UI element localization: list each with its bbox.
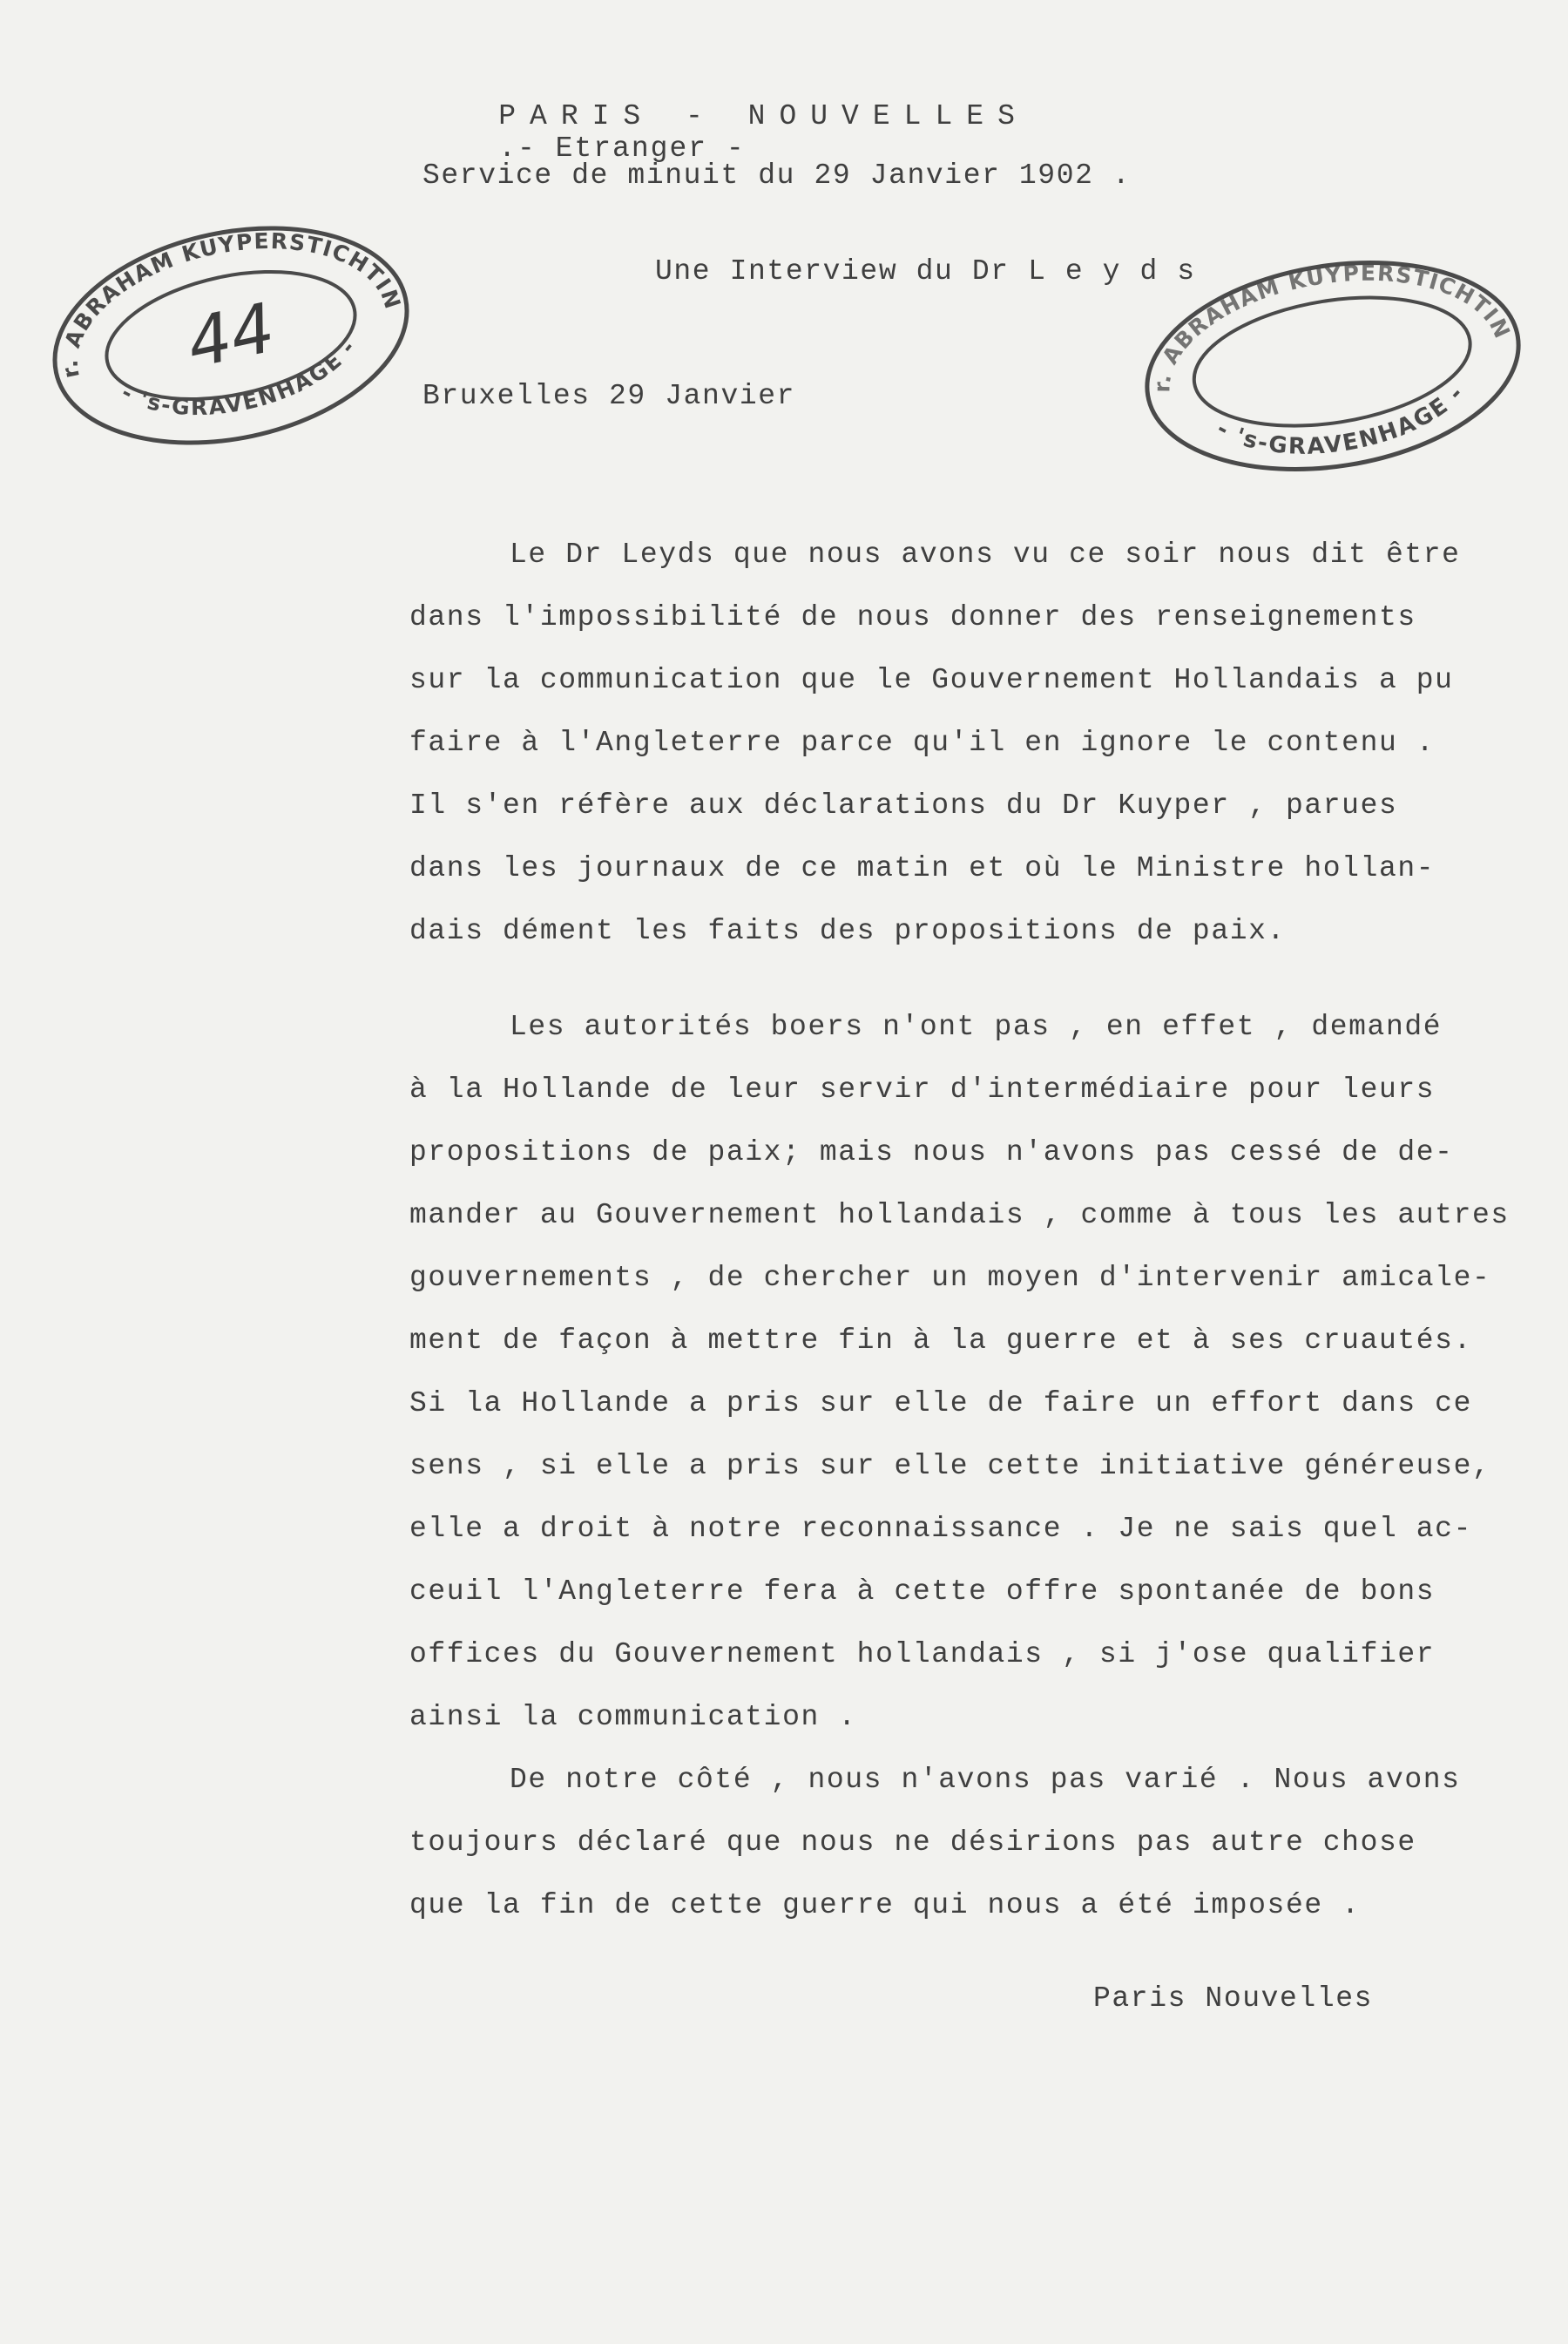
dateline: Bruxelles 29 Janvier [422,380,796,412]
body-line: offices du Gouvernement hollandais , si j'ose qualifier [409,1638,1436,1670]
body-line: ceuil l'Angleterre fera à cette offre spontanée de bons [409,1575,1436,1608]
archive-stamp-left [39,209,422,462]
body-line: ainsi la communication . [409,1701,857,1733]
body-line: Si la Hollande a pris sur elle de faire un effort dans ce [409,1387,1472,1419]
body-line: Le Dr Leyds que nous avons vu ce soir nous dit être [510,539,1461,571]
stamp-left-top-text: Dr. ABRAHAM KUYPERSTICHTING [57,227,406,381]
stamp-left-number: 44 [180,288,282,384]
body-line: dans les journaux de ce matin et où le Ministre hollan- [409,852,1436,884]
body-line: sur la communication que le Gouvernement Hollandais a pu [409,664,1454,696]
signature: Paris Nouvelles [1093,1982,1374,2015]
body-line: toujours déclaré que nous ne désirions pas autre chose [409,1826,1416,1859]
stamp-left-graphic [39,209,422,462]
body-line: propositions de paix; mais nous n'avons pas cessé de de- [409,1136,1454,1169]
body-line: elle a droit à notre reconnaissance . Je ne sais quel ac- [409,1513,1472,1545]
body-line: gouvernements , de chercher un moyen d'intervenir amicale- [409,1262,1491,1294]
body-line: De notre côté , nous n'avons pas varié . Nous avons [510,1764,1461,1796]
body-line: mander au Gouvernement hollandais , comme à tous les autres [409,1199,1510,1231]
stamp-right-bottom-text: - 's-GRAVENHAGE - [1212,379,1470,460]
body-line: dais dément les faits des propositions de paix. [409,915,1286,947]
body-line: dans l'impossibilité de nous donner des renseignements [409,601,1416,633]
body-line: sens , si elle a pris sur elle cette initiative généreuse, [409,1450,1491,1482]
body-line: que la fin de cette guerre qui nous a été imposée . [409,1889,1361,1921]
service-line: Service de minuit du 29 Janvier 1902 . [422,159,1132,192]
stamp-left-bottom-text: - 's-GRAVENHAGE - [117,334,362,421]
body-line: à la Hollande de leur servir d'intermédiaire pour leurs [409,1074,1436,1106]
body-line: faire à l'Angleterre parce qu'il en ignore le contenu . [409,727,1436,759]
body-line: ment de façon à mettre fin à la guerre et à ses cruautés. [409,1324,1472,1357]
publisher-name: PARIS - NOUVELLES [498,100,1029,132]
section-label: .- Etranger - [498,132,746,165]
article-title: Une Interview du Dr L e y d s [655,255,1196,288]
body-line: Il s'en réfère aux déclarations du Dr Kuyper , parues [409,789,1398,822]
body-line: Les autorités boers n'ont pas , en effet , demandé [510,1011,1443,1043]
stamp-right-top-text: Dr. ABRAHAM KUYPERSTICHTING [1149,260,1516,393]
